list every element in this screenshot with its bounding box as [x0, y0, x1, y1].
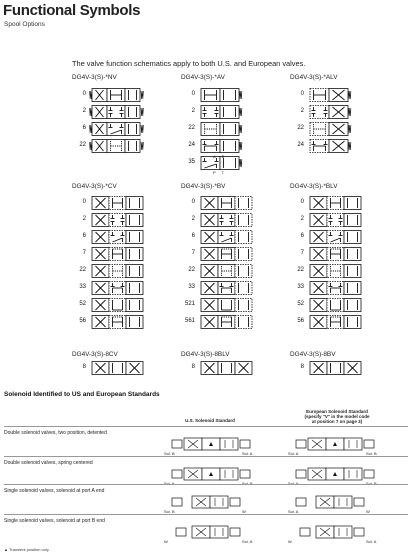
eu-header-line: at position 7 on page 3) — [311, 419, 363, 425]
spool-symbol-521 — [198, 298, 256, 312]
spool-number: 52 — [79, 301, 86, 307]
spool-row — [290, 264, 370, 278]
spool-group-title: DG4V-3(S)-*AV — [181, 74, 225, 81]
spool-row — [72, 315, 152, 329]
spool-row — [72, 247, 152, 261]
spool-row — [181, 264, 261, 278]
spool-group-title: DG4V-3(S)-8BV — [290, 351, 336, 358]
spool-row — [72, 105, 152, 119]
solenoid-left-label: W — [288, 539, 292, 544]
spool-number: 8 — [300, 364, 304, 370]
spool-symbol-0 — [89, 196, 147, 210]
spool-row — [72, 281, 152, 295]
spool-group-title: DG4V-3(S)-8CV — [72, 351, 118, 358]
spool-row — [290, 230, 370, 244]
spool-symbol-56 — [89, 315, 147, 329]
spool-symbol-0 — [198, 88, 256, 102]
spool-number: 6 — [191, 233, 195, 239]
spool-symbol-7 — [307, 247, 365, 261]
spool-row — [181, 139, 261, 153]
spool-group-title: DG4V-3(S)-8BLV — [181, 351, 230, 358]
eu-header-line: European Solenoid Standard — [306, 409, 368, 414]
table-divider — [4, 514, 408, 515]
spool-symbol-6 — [198, 230, 256, 244]
spool-number: 7 — [82, 250, 86, 256]
spool-number: 0 — [82, 199, 86, 205]
spool-symbol-8 — [89, 361, 147, 375]
spool-row — [181, 315, 261, 329]
spool-number: 22 — [297, 267, 304, 273]
solenoid-right-label: W — [242, 509, 246, 514]
table-divider — [4, 426, 408, 427]
spool-group-title: DG4V-3(S)-*CV — [72, 183, 117, 190]
spool-symbol-0 — [198, 196, 256, 210]
spool-number: 2 — [191, 108, 195, 114]
spool-symbol-2 — [198, 105, 256, 119]
spool-number: 24 — [188, 142, 195, 148]
solenoid-right-label: Sol. A — [366, 539, 377, 544]
solenoid-left-label: Sol. A — [288, 451, 299, 456]
spool-group-title: DG4V-3(S)-*ALV — [290, 74, 338, 81]
spool-symbol-22 — [89, 139, 147, 153]
spool-number: 24 — [297, 142, 304, 148]
solenoid-left-label: Sol. A — [288, 509, 299, 514]
spool-symbol-7 — [89, 247, 147, 261]
solenoid-left-label: Sol. B — [164, 509, 175, 514]
spool-number: 0 — [300, 199, 304, 205]
spool-number: 8 — [82, 364, 86, 370]
spool-number: 22 — [297, 125, 304, 131]
spool-symbol-33 — [307, 281, 365, 295]
spool-row — [72, 264, 152, 278]
standards-row-label: Single solenoid valves, solenoid at port A end — [4, 488, 105, 494]
spool-number: 52 — [297, 301, 304, 307]
spool-row — [290, 213, 370, 227]
spool-row — [72, 298, 152, 312]
intro-text: The valve function schematics apply to both U.S. and European valves. — [72, 59, 306, 68]
spool-row — [290, 361, 370, 375]
spool-number: 0 — [191, 91, 195, 97]
spool-number: 8 — [191, 364, 195, 370]
spool-row — [290, 105, 370, 119]
spool-group-title: DG4V-3(S)-*BLV — [290, 183, 338, 190]
spool-number: 2 — [191, 216, 195, 222]
spool-row — [181, 247, 261, 261]
spool-row — [290, 196, 370, 210]
spool-row — [290, 139, 370, 153]
spool-symbol-22 — [89, 264, 147, 278]
spool-row — [181, 281, 261, 295]
spool-symbol-2 — [307, 105, 365, 119]
port-p-label: P — [213, 170, 216, 175]
table-divider — [4, 484, 408, 485]
spool-symbol-56 — [307, 315, 365, 329]
spool-number: 521 — [184, 301, 195, 307]
spool-number: 0 — [82, 91, 86, 97]
spool-symbol-33 — [89, 281, 147, 295]
spool-row — [72, 230, 152, 244]
spool-number: 33 — [79, 284, 86, 290]
solenoid-right-label: Sol. A — [242, 451, 253, 456]
spool-number: 2 — [300, 216, 304, 222]
spool-number: 22 — [79, 267, 86, 273]
standards-title: Solenoid Identified to US and European Standards — [4, 391, 160, 398]
spool-row — [181, 105, 261, 119]
spool-number: 22 — [188, 267, 195, 273]
spool-row — [290, 122, 370, 136]
us-solenoid-diagram — [162, 432, 262, 458]
spool-number: 2 — [82, 108, 86, 114]
spool-symbol-2 — [89, 213, 147, 227]
spool-symbol-6 — [307, 230, 365, 244]
standards-row-label: Double solenoid valves, two position, detented — [4, 430, 107, 436]
us-standard-header: U.S. Solenoid Standard — [185, 418, 235, 423]
spool-symbol-33 — [198, 281, 256, 295]
spool-number: 6 — [82, 233, 86, 239]
spool-symbol-8 — [307, 361, 365, 375]
spool-symbol-52 — [307, 298, 365, 312]
port-b-label: B — [221, 154, 225, 159]
spool-row — [72, 88, 152, 102]
spool-symbol-0 — [307, 88, 365, 102]
spool-symbol-8 — [198, 361, 256, 375]
spool-number: 6 — [82, 125, 86, 131]
spool-row — [72, 361, 152, 375]
spool-row — [72, 122, 152, 136]
spool-number: 7 — [191, 250, 195, 256]
solenoid-valve-symbol — [286, 490, 386, 516]
solenoid-right-label: Sol. B — [366, 481, 377, 486]
spool-number: 0 — [191, 199, 195, 205]
port-labels-pt — [213, 170, 224, 175]
spool-row — [181, 361, 261, 375]
standards-row-label: Single solenoid valves, solenoid at port B end — [4, 518, 105, 524]
spool-symbol-22 — [198, 122, 256, 136]
spool-symbol-2 — [307, 213, 365, 227]
solenoid-right-label: W — [366, 509, 370, 514]
spool-row — [72, 196, 152, 210]
spool-row — [181, 196, 261, 210]
spool-number: 7 — [300, 250, 304, 256]
spool-row — [290, 315, 370, 329]
spool-symbol-24 — [198, 139, 256, 153]
spool-row — [290, 281, 370, 295]
spool-row — [181, 213, 261, 227]
spool-number: 2 — [82, 216, 86, 222]
spool-symbol-7 — [198, 247, 256, 261]
spool-symbol-0 — [307, 196, 365, 210]
page-title: Functional Symbols — [3, 2, 141, 19]
spool-row — [181, 122, 261, 136]
spool-row — [181, 88, 261, 102]
spool-symbol-6 — [89, 122, 147, 136]
spool-group-title: DG4V-3(S)-*NV — [72, 74, 117, 81]
spool-symbol-2 — [89, 105, 147, 119]
spool-number: 22 — [188, 125, 195, 131]
us-solenoid-diagram — [162, 520, 262, 546]
spool-number: 56 — [79, 318, 86, 324]
spool-row — [290, 298, 370, 312]
spool-symbol-24 — [307, 139, 365, 153]
spool-symbol-22 — [198, 264, 256, 278]
spool-row — [181, 298, 261, 312]
solenoid-left-label: Sol. A — [164, 481, 175, 486]
spool-symbol-52 — [89, 298, 147, 312]
spool-number: 33 — [297, 284, 304, 290]
spool-number: 0 — [300, 91, 304, 97]
solenoid-right-label: Sol. A — [242, 539, 253, 544]
eu-solenoid-diagram — [286, 520, 386, 546]
port-labels-ab — [213, 154, 224, 159]
table-divider — [4, 456, 408, 457]
spool-number: 22 — [79, 142, 86, 148]
spool-symbol-35 — [198, 156, 256, 170]
spool-row — [72, 213, 152, 227]
spool-row — [290, 88, 370, 102]
spool-symbol-22 — [307, 264, 365, 278]
footnote: ▲ Transient position only — [4, 547, 49, 552]
eu-solenoid-diagram — [286, 432, 386, 458]
solenoid-left-label: Sol. A — [288, 481, 299, 486]
solenoid-left-label: Sol. B — [164, 451, 175, 456]
spool-row — [72, 139, 152, 153]
spool-row — [290, 247, 370, 261]
eu-solenoid-diagram — [286, 490, 386, 516]
spool-symbol-2 — [198, 213, 256, 227]
spool-symbol-561 — [198, 315, 256, 329]
solenoid-valve-symbol — [162, 490, 262, 516]
spool-number: 2 — [300, 108, 304, 114]
solenoid-right-label: Sol. B — [366, 451, 377, 456]
us-solenoid-diagram — [162, 490, 262, 516]
spool-symbol-0 — [89, 88, 147, 102]
spool-number: 56 — [297, 318, 304, 324]
spool-number: 33 — [188, 284, 195, 290]
solenoid-right-label: Sol. B — [242, 481, 253, 486]
page-subtitle: Spool Options — [4, 21, 45, 28]
spool-group-title: DG4V-3(S)-*BV — [181, 183, 226, 190]
spool-number: 6 — [300, 233, 304, 239]
port-a-label: A — [213, 154, 216, 159]
spool-symbol-22 — [307, 122, 365, 136]
eu-standard-header — [292, 409, 382, 425]
port-t-label: T — [221, 170, 225, 175]
spool-symbol-6 — [89, 230, 147, 244]
solenoid-left-label: W — [164, 539, 168, 544]
eu-header-line: (specify "V" in the model code — [304, 414, 370, 420]
spool-number: 35 — [188, 159, 195, 165]
spool-number: 561 — [184, 318, 195, 324]
spool-row — [181, 230, 261, 244]
standards-row-label: Double solenoid valves, spring centered — [4, 460, 93, 466]
